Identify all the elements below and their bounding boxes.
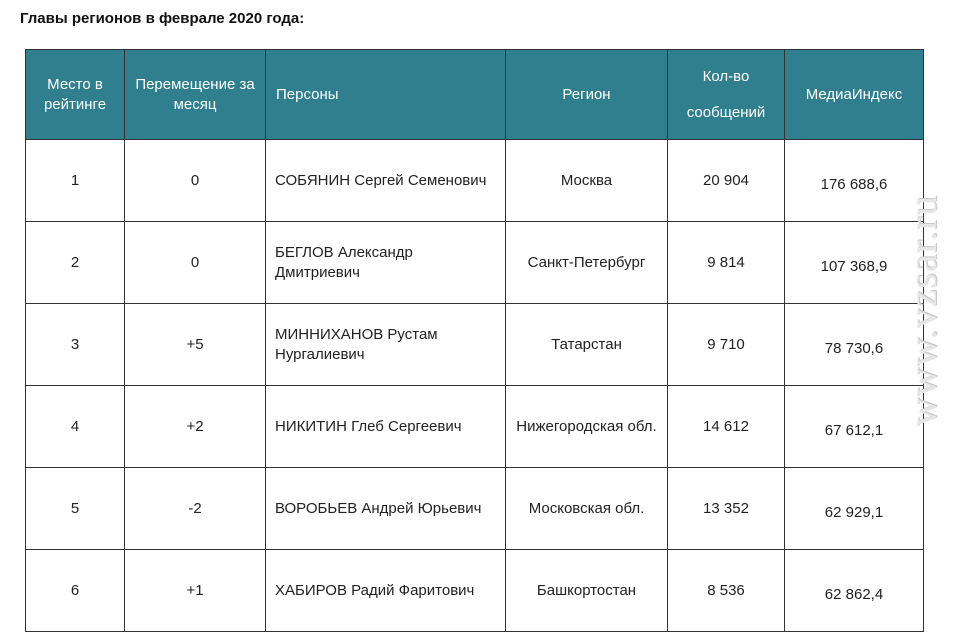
cell-person: ВОРОБЬЕВ Андрей Юрьевич (266, 468, 506, 550)
cell-move: 0 (125, 140, 266, 222)
header-region: Регион (506, 50, 668, 140)
table-header (26, 50, 924, 140)
watermark: www.vzsar.ru (900, 195, 945, 427)
cell-region: Башкортостан (506, 550, 668, 632)
table-row (26, 468, 924, 550)
table-row (26, 304, 924, 386)
cell-index: 78 730,6 (785, 304, 924, 386)
cell-count: 14 612 (668, 386, 785, 468)
cell-index: 176 688,6 (785, 140, 924, 222)
cell-count: 8 536 (668, 550, 785, 632)
header-move: Перемещение за месяц (125, 50, 266, 140)
table-row (26, 550, 924, 632)
cell-move: -2 (125, 468, 266, 550)
cell-region: Санкт-Петербург (506, 222, 668, 304)
cell-rank: 4 (26, 386, 125, 468)
cell-region: Москва (506, 140, 668, 222)
cell-region: Татарстан (506, 304, 668, 386)
header-person: Персоны (266, 50, 506, 140)
table-row (26, 140, 924, 222)
cell-index: 107 368,9 (785, 222, 924, 304)
header-index: МедиаИндекс (785, 50, 924, 140)
cell-region: Нижегородская обл. (506, 386, 668, 468)
cell-person: МИННИХАНОВ Рустам Нургалиевич (266, 304, 506, 386)
cell-index: 67 612,1 (785, 386, 924, 468)
header-rank: Место в рейтинге (26, 50, 125, 140)
cell-count: 9 814 (668, 222, 785, 304)
table-row (26, 222, 924, 304)
cell-rank: 2 (26, 222, 125, 304)
cell-rank: 5 (26, 468, 125, 550)
page-title: Главы регионов в феврале 2020 года: (20, 10, 305, 27)
cell-index: 62 862,4 (785, 550, 924, 632)
cell-rank: 3 (26, 304, 125, 386)
cell-person: ХАБИРОВ Радий Фаритович (266, 550, 506, 632)
cell-count: 9 710 (668, 304, 785, 386)
cell-index: 62 929,1 (785, 468, 924, 550)
cell-move: +2 (125, 386, 266, 468)
cell-count: 20 904 (668, 140, 785, 222)
cell-count: 13 352 (668, 468, 785, 550)
table-row (26, 386, 924, 468)
cell-person: БЕГЛОВ Александр Дмитриевич (266, 222, 506, 304)
header-count (668, 50, 785, 140)
cell-move: +1 (125, 550, 266, 632)
table-body (26, 140, 924, 632)
cell-move: 0 (125, 222, 266, 304)
ranking-table (25, 49, 924, 632)
cell-region: Московская обл. (506, 468, 668, 550)
cell-person: СОБЯНИН Сергей Семенович (266, 140, 506, 222)
cell-rank: 1 (26, 140, 125, 222)
cell-move: +5 (125, 304, 266, 386)
cell-person: НИКИТИН Глеб Сергеевич (266, 386, 506, 468)
header-count-label: Кол-во сообщений (686, 67, 766, 121)
cell-rank: 6 (26, 550, 125, 632)
